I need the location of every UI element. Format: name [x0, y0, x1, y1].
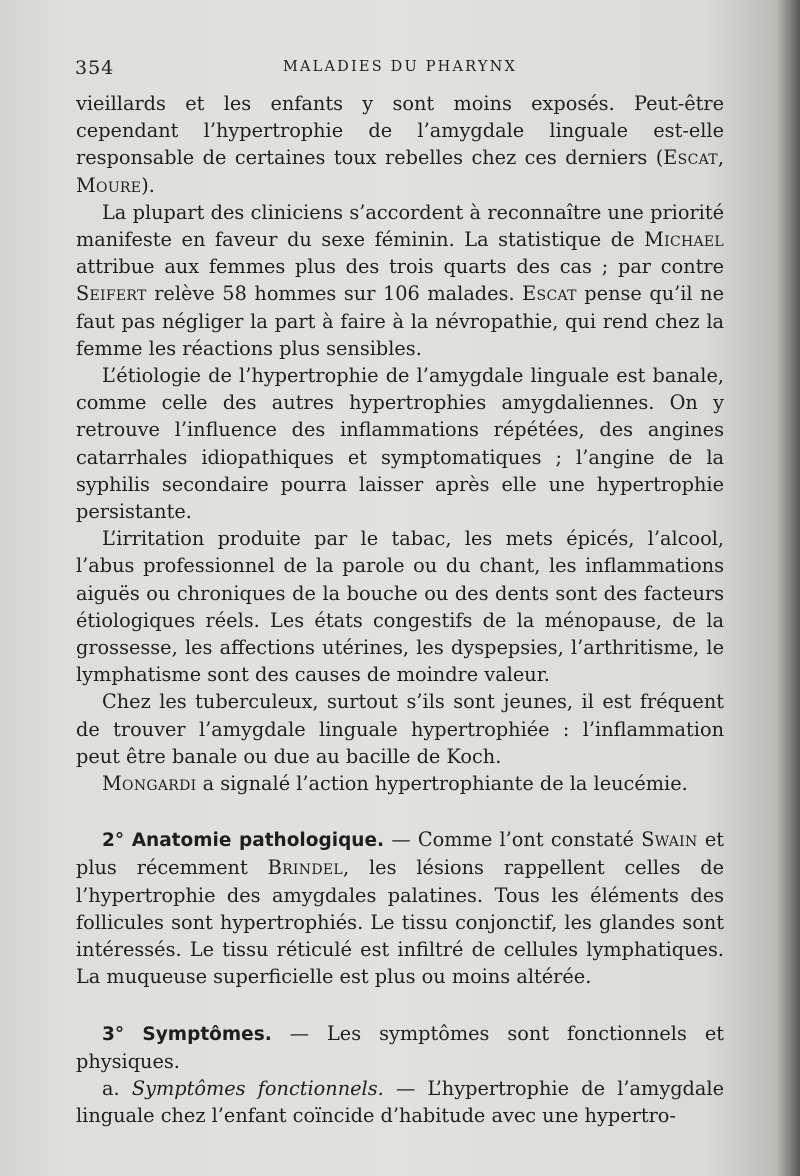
paragraph-text: relève 58 hommes sur 106 malades. [146, 282, 523, 306]
paragraph-tuberculosis: Chez les tuberculeux, surtout s’ils sont jeunes, il est fréquent de trouver l’amygdale linguale hypertrophiée : l’inflammation peut être banale ou due au bacille de Koch. [76, 690, 724, 768]
paragraph-text: attribue aux femmes plus des trois quarts des cas ; par contre [76, 255, 724, 279]
paragraph-text: pense qu’il ne faut pas négliger la part à faire à la névropathie, qui rend chez la femme les réactions plus sensibles. [76, 282, 724, 360]
paragraph-text: ). [141, 173, 155, 197]
author-name: Michael [644, 228, 724, 252]
section-heading: 3° Symptômes. [102, 1023, 272, 1045]
section-gap [76, 797, 724, 826]
section-heading: 2° Anatomie pathologique. [102, 830, 385, 852]
author-name: Escat [663, 146, 718, 170]
list-label: a. [102, 1076, 132, 1100]
paragraph-text: , les lésions rappellent celles de l’hypertrophie des amygdales palatines. Tous les éléments des follicules sont hypertrophiés. Le tissu conjonctif, les glandes sont intéressés. Le tissu réticulé est infiltré de cellules lymphatiques. La muqueuse superficielle est plus ou moins altérée. [76, 856, 724, 989]
author-name: Moure [76, 173, 142, 197]
author-name: Swain [641, 828, 698, 852]
paragraph-text: a signalé l’action hypertrophiante de la leucémie. [196, 772, 688, 796]
running-header [75, 57, 725, 83]
subheading-italic: Symptômes fonctionnels. [131, 1076, 384, 1100]
page-number: 354 [75, 57, 115, 79]
paragraph-functional-symptoms [76, 1075, 724, 1129]
author-name: Mongardi [102, 772, 197, 796]
body-text [76, 90, 724, 1129]
paragraph-text: La plupart des cliniciens s’accordent à reconnaître une priorité manifeste en faveur du sexe féminin. La statistique de [76, 200, 724, 252]
running-title: MALADIES DU PHARYNX [282, 59, 518, 75]
separator: , [717, 146, 724, 170]
author-name: Escat [522, 282, 577, 306]
paragraph-text: vieillards et les enfants y sont moins exposés. Peut-être cependant l’hypertrophie de l’amygdale linguale est-elle responsable de certaines toux rebelles chez ces derniers ( [76, 92, 724, 170]
section-symptoms [76, 1020, 724, 1075]
section-anatomy [76, 826, 724, 990]
page-edge-shadow [776, 0, 800, 1176]
paragraph-text: — Comme l’ont constaté [384, 828, 642, 852]
paragraph-leukemia [76, 770, 724, 797]
paragraph-text: et plus récemment [76, 828, 724, 880]
paragraph-text: — L’hypertrophie de l’amygdale linguale chez l’enfant coïncide d’habitude avec une hypertro- [76, 1076, 724, 1128]
paragraph-etiology: L’étiologie de l’hypertrophie de l’amygdale linguale est banale, comme celle des autres hypertrophies amygdaliennes. On y retrouve l’influence des inflammations répétées, des angines catarrhales idiopathiques et symptomatiques ; l’angine de la syphilis secondaire pourra laisser après elle une hypertrophie persistante. [76, 364, 724, 524]
paragraph-continuation [76, 90, 724, 199]
author-name: Brindel [267, 856, 343, 880]
author-name: Seifert [76, 282, 147, 306]
paragraph-irritation: L’irritation produite par le tabac, les mets épicés, l’alcool, l’abus professionnel de la parole ou du chant, les inflammations aiguës ou chroniques de la bouche ou des dents sont des facteurs étiologiques réels. Les états congestifs de la ménopause, de la grossesse, les affections utérines, les dyspepsies, l’arthritisme, le lymphatisme sont des causes de moindre valeur. [76, 527, 724, 687]
section-gap [76, 991, 724, 1020]
paragraph-text: — Les symptômes sont fonctionnels et physiques. [76, 1021, 724, 1073]
paragraph-sex-statistics [76, 199, 724, 362]
